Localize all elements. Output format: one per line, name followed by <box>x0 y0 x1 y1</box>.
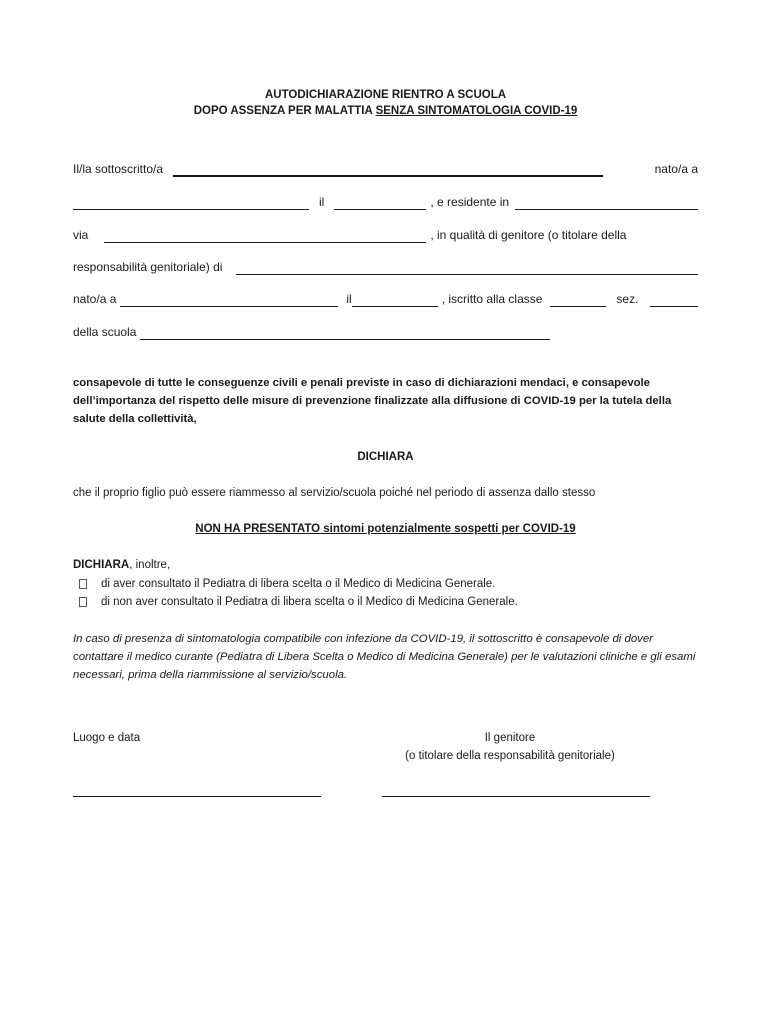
notice-paragraph: In caso di presenza di sintomatologia compatibile con infezione da COVID-19, il sottoscritto è consapevole di dover contattare il medico curante (Pediatra di Libera Scelta o Medico di Medicina Generale) per le valutazioni cliniche e gli esami necessari, prima della riammissione al servizio/scuola. <box>73 633 696 681</box>
form-row-sottoscritto <box>73 161 698 177</box>
birthplace-field[interactable] <box>73 198 309 210</box>
child-birthplace-field[interactable] <box>120 295 338 307</box>
parent-label: Il genitore <box>484 732 536 744</box>
sottoscritto-name-field[interactable] <box>173 164 603 177</box>
section-field[interactable] <box>650 295 698 307</box>
form-row-via <box>73 227 698 243</box>
street-field[interactable] <box>104 231 426 243</box>
child-birth-date-field[interactable] <box>352 295 438 307</box>
checkbox-icon[interactable] <box>79 597 87 607</box>
parent-sub-label: (o titolare della responsabilità genitoriale) <box>405 750 615 762</box>
dichiara-inoltre-bold: DICHIARA <box>73 559 130 571</box>
child-nato-label: nato/a a <box>73 292 117 306</box>
non-ha-presentato-label: NON HA PRESENTATO <box>195 523 321 535</box>
child-il-label: il <box>346 292 352 306</box>
responsabilita-label: responsabilità genitoriale) di <box>73 260 223 274</box>
checkbox-icon[interactable] <box>79 579 87 589</box>
form-row-responsabilita <box>73 259 698 275</box>
classe-label: , iscritto alla classe <box>441 292 543 306</box>
statement-text: che il proprio figlio può essere riammesso al servizio/scuola poiché nel periodo di assenza dallo stesso <box>73 487 596 499</box>
title-line-1: AUTODICHIARAZIONE RIENTRO A SCUOLA <box>264 89 507 101</box>
non-ha-presentato-line <box>73 520 698 538</box>
form-row-scuola <box>73 324 698 340</box>
form-row-child-details <box>73 291 698 307</box>
parent-signature-line[interactable] <box>382 796 650 797</box>
option-not-consulted-label: di non aver consultato il Pediatra di libera scelta o il Medico di Medicina Generale. <box>101 596 518 608</box>
sottoscritto-label: Il/la sottoscritto/a <box>73 162 164 176</box>
qualita-label: , in qualità di genitore (o titolare della <box>430 228 627 242</box>
place-date-signature-line[interactable] <box>73 796 321 797</box>
dichiara-inoltre-rest: , inoltre, <box>129 559 171 571</box>
residence-field[interactable] <box>515 198 698 210</box>
child-name-field[interactable] <box>236 263 698 275</box>
school-field[interactable] <box>140 328 550 340</box>
form-row-birthplace <box>73 194 698 210</box>
dichiara-inoltre <box>73 556 698 574</box>
option-consulted[interactable] <box>73 575 698 593</box>
scuola-label: della scuola <box>73 325 137 339</box>
via-label: via <box>73 228 89 242</box>
option-consulted-label: di aver consultato il Pediatra di libera scelta o il Medico di Medicina Generale. <box>101 578 496 590</box>
document-title <box>73 87 698 119</box>
il-label: il <box>319 195 325 209</box>
sez-label: sez. <box>616 292 639 306</box>
consapevole-paragraph: consapevole di tutte le conseguenze civili e penali previste in caso di dichiarazioni mendaci, e consapevole dell’importanza del rispetto delle misure di prevenzione finalizzate alla diffusione di COVID-19 per la tutela della salute della collettività, <box>73 377 672 425</box>
dichiara-heading: DICHIARA <box>357 451 414 463</box>
non-ha-presentato-rest: sintomi potenzialmente sospetti per COVID-19 <box>320 523 576 535</box>
place-date-label: Luogo e data <box>73 732 141 744</box>
class-field[interactable] <box>550 295 606 307</box>
title-line-2 <box>73 103 698 119</box>
residente-label: , e residente in <box>430 195 510 209</box>
birth-date-field[interactable] <box>334 198 426 210</box>
option-not-consulted[interactable] <box>73 593 698 611</box>
nato-a-label: nato/a a <box>654 162 698 176</box>
title-line-2-underlined: SENZA SINTOMATOLOGIA COVID-19 <box>375 105 578 117</box>
title-line-2-prefix: DOPO ASSENZA PER MALATTIA <box>193 105 376 117</box>
